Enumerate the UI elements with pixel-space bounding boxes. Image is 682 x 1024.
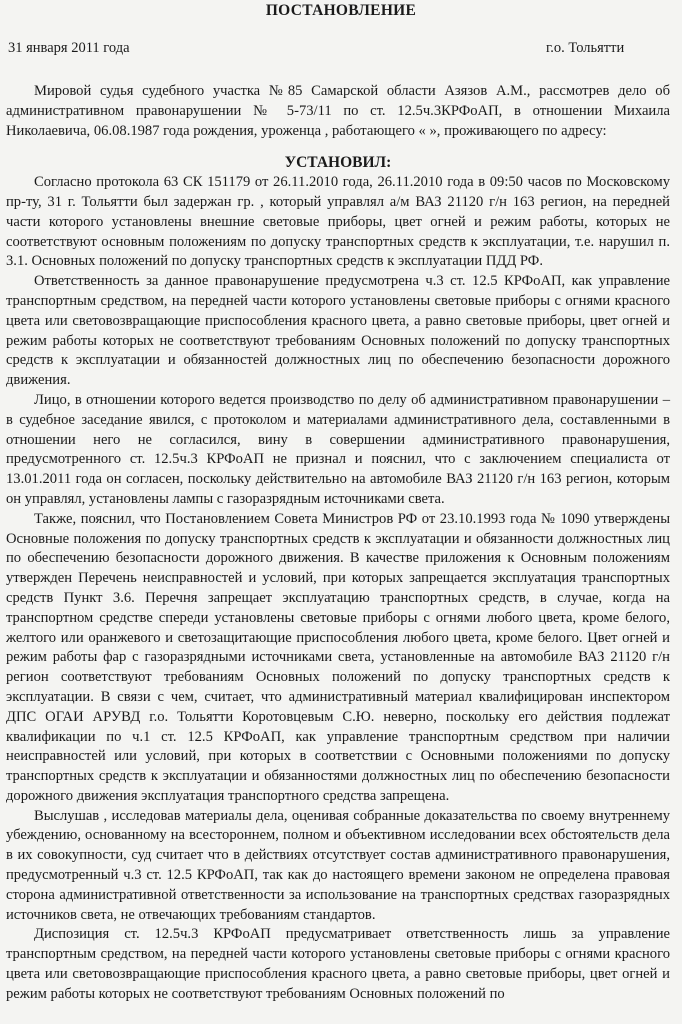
paragraph-5: Выслушав , исследовав материалы дела, оценивая собранные доказательства по своему внутреннему убеждению, основанному на всестороннем, полном и объективном исследовании всех обстоятельств дела в их совокупности, суд считает что в действиях отсутствует состав административного правонарушения, предусмотренный ч.3 ст. 12.5 КРФоАП, так как до настоящего времени законом не определена правовая сторона административной ответственности за использование на транспортных средствах газоразрядных источников света, не отвечающих требованиям стандартов. — [6, 807, 670, 923]
paragraph-4: Также, пояснил, что Постановлением Совета Министров РФ от 23.10.1993 года № 1090 утверждены Основные положения по допуску транспортных средств к эксплуатации и обязанности должностных лиц по обеспечению безопасности дорожного движения. В качестве приложения к Основным положениям утвержден Перечень неисправностей и условий, при которых запрещается эксплуатация транспортных средств Пункт 3.6. Перечня запрещает эксплуатацию транспортных средств, в случае, когда на транспортном средстве спереди установлены световые приборы с огнями любого цвета, кроме белого, желтого или оранжевого и светозащитающие приспособления любого цвета, кроме белого. Цвет огней и режим работы фар с газоразрядными источниками света, установленные на автомобиле ВАЗ 21120 г/н регион соответствуют требованиям Основных положений по допуску транспортных средств к эксплуатации. В связи с чем, считает, что административный материал квалифицирован инспектором ДПС ОГАИ АРУВД г.о. Тольятти Коротовцевым С.Ю. неверно, поскольку его действия подлежат квалификации по ч.1 ст. 12.5 КРФоАП, как управление транспортным средством при наличии неисправностей или условий, при которых в соответствии с Основными положениями по допуску транспортных средств к эксплуатации и обязанностями должностных лиц по обеспечению безопасности дорожного движения эксплуатация транспортного средства запрещена. — [6, 510, 670, 804]
document-title: ПОСТАНОВЛЕНИЕ — [265, 2, 417, 19]
paragraph-2: Ответственность за данное правонарушение предусмотрена ч.3 ст. 12.5 КРФоАП, как управление транспортным средством, на передней части которого установлены световые приборы с огнями красного цвета или световозвращающие приспособления красного цвета, а равно световые приборы, цвет огней и режим работы которых не соответствуют требованиям Основных положений по допуску транспортных средств к эксплуатации и обязанностей должностных лиц по обеспечению безопасности дорожного движения. — [6, 273, 670, 389]
intro-paragraph: Мировой судья судебного участка №85 Самарской области Азязов А.М., рассмотрев дело об административном правонарушении № 5-73/11 по ст. 12.5ч.3КРФоАП, в отношении Михаила Николаевича, 06.08.1987 года рождения, уроженца , работающего « », проживающего по адресу: — [6, 83, 670, 139]
document-date: 31 января 2011 года — [8, 40, 130, 56]
document-body — [6, 72, 670, 1005]
paragraph-3: Лицо, в отношении которого ведется производство по делу об административном правонарушении – в судебное заседание явился, с протоколом и материалами административного дела, составленными в отношении него не согласился, вину в совершении административного правонарушения, предусмотренного ст. 12.5ч.3 КРФоАП не признал и пояснил, что с заключением специалиста от 13.01.2011 года он согласен, поскольку действительно на автомобиле ВАЗ 21120 г/н 163 регион, которым он управлял, установлены лампы с газоразрядным источниками света. — [6, 391, 670, 507]
paragraph-6: Диспозиция ст. 12.5ч.3 КРФоАП предусматривает ответственность лишь за управление транспортным средством, на передней части которого установлены световые приборы с огнями красного цвета или световозвращающие приспособления красного цвета, а равно световые приборы, цвет огней и режим работы которых не соответствуют требованиям Основных положений по — [6, 926, 670, 1002]
paragraph-1: Согласно протокола 63 СК 151179 от 26.11.2010 года, 26.11.2010 года в 09:50 часов по Московскому пр-ту, 31 г. Тольятти был задержан гр. , который управлял а/м ВАЗ 21120 г/н 163 регион, на передней части которого установлены внешние световые приборы, цвет огней и режим работы, которых не соответствуют основным положениям по допуску транспортных средств к эксплуатации, т.е. нарушил п. 3.1. Основных положений по допуску транспортных средств к эксплуатации ПДД РФ. — [6, 174, 670, 270]
section-heading: УСТАНОВИЛ: — [284, 154, 392, 172]
document-city: г.о. Тольятти — [546, 40, 625, 56]
